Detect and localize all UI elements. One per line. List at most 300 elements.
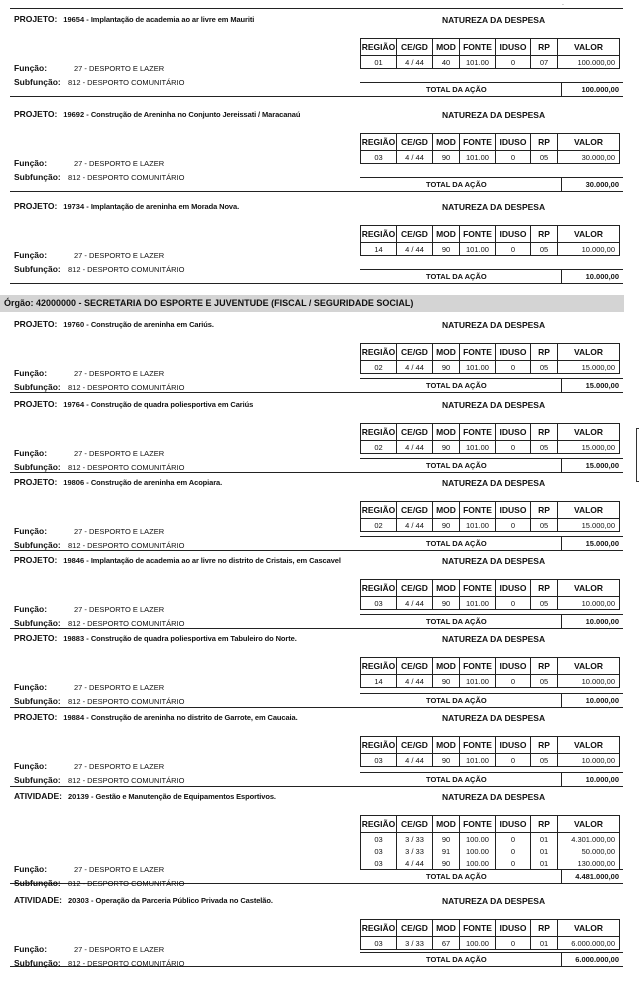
- funcao-value: 27 - DESPORTO E LAZER: [74, 251, 165, 260]
- col-header-valor: VALOR: [558, 816, 620, 833]
- natureza-header: NATUREZA DA DESPESA: [442, 556, 546, 566]
- cell-fonte: 100.00: [460, 845, 496, 857]
- col-header-cegd: CE/GD: [397, 344, 433, 361]
- page-mark: .: [562, 0, 564, 7]
- col-header-valor: VALOR: [558, 658, 620, 675]
- cell-iduso: 0: [496, 845, 531, 857]
- block-number: 19846: [63, 556, 85, 565]
- block-number: 19760: [63, 320, 85, 329]
- cell-valor: 130.000,00: [558, 857, 620, 870]
- cell-valor: 15.000,00: [558, 441, 620, 454]
- despesa-header-row: [361, 920, 620, 937]
- funcao-value: 27 - DESPORTO E LAZER: [74, 683, 165, 692]
- cell-iduso: 0: [496, 937, 531, 950]
- col-header-rp: RP: [531, 226, 558, 243]
- despesa-table: [360, 579, 620, 610]
- funcao-value: 27 - DESPORTO E LAZER: [74, 605, 165, 614]
- cell-cegd: 4 / 44: [397, 151, 433, 164]
- col-header-valor: VALOR: [558, 424, 620, 441]
- col-header-iduso: IDUSO: [496, 39, 531, 56]
- natureza-header: NATUREZA DA DESPESA: [442, 896, 546, 906]
- col-header-iduso: IDUSO: [496, 737, 531, 754]
- despesa-row: [361, 361, 620, 374]
- block-kind: PROJETO:: [14, 399, 58, 409]
- col-header-valor: VALOR: [558, 920, 620, 937]
- col-header-regiao: REGIÃO: [361, 134, 397, 151]
- despesa-table: [360, 736, 620, 767]
- subfuncao-value: 812 - DESPORTO COMUNITÁRIO: [68, 265, 185, 274]
- cell-iduso: 0: [496, 151, 531, 164]
- subfuncao-label: Subfunção:: [14, 540, 61, 550]
- despesa-row: [361, 151, 620, 164]
- block-dash: -: [88, 896, 96, 905]
- budget-block: [10, 394, 623, 473]
- block-kind: PROJETO:: [14, 555, 58, 565]
- cell-mod: 91: [433, 845, 460, 857]
- subfuncao-label: Subfunção:: [14, 958, 61, 968]
- block-title: [14, 633, 297, 643]
- despesa-row: [361, 597, 620, 610]
- block-description: Gestão e Manutenção de Equipamentos Esportivos.: [95, 792, 276, 801]
- total-label: TOTAL DA AÇÃO: [426, 872, 487, 881]
- cell-regiao: 03: [361, 151, 397, 164]
- col-header-mod: MOD: [433, 344, 460, 361]
- funcao-value: 27 - DESPORTO E LAZER: [74, 64, 165, 73]
- funcao-label: Função:: [14, 944, 48, 954]
- cell-regiao: 02: [361, 441, 397, 454]
- cell-rp: 01: [531, 857, 558, 870]
- cell-cegd: 4 / 44: [397, 56, 433, 69]
- col-header-rp: RP: [531, 816, 558, 833]
- natureza-header: NATUREZA DA DESPESA: [442, 792, 546, 802]
- cell-regiao: 14: [361, 675, 397, 688]
- col-header-iduso: IDUSO: [496, 580, 531, 597]
- despesa-table: [360, 501, 620, 532]
- funcao-value: 27 - DESPORTO E LAZER: [74, 945, 165, 954]
- funcao-label: Função:: [14, 63, 48, 73]
- subfuncao-label: Subfunção:: [14, 696, 61, 706]
- despesa-header-row: [361, 816, 620, 833]
- block-dash: -: [84, 556, 91, 565]
- despesa-header-row: [361, 737, 620, 754]
- natureza-header: NATUREZA DA DESPESA: [442, 202, 546, 212]
- cell-rp: 05: [531, 361, 558, 374]
- col-header-cegd: CE/GD: [397, 502, 433, 519]
- block-kind: PROJETO:: [14, 319, 58, 329]
- total-value: 100.000,00: [561, 83, 623, 96]
- block-kind: PROJETO:: [14, 201, 58, 211]
- block-title: [14, 201, 239, 211]
- col-header-fonte: FONTE: [460, 134, 496, 151]
- total-row: [360, 82, 623, 96]
- block-kind: PROJETO:: [14, 109, 58, 119]
- block-number: 19806: [63, 478, 85, 487]
- col-header-fonte: FONTE: [460, 658, 496, 675]
- subfuncao-value: 812 - DESPORTO COMUNITÁRIO: [68, 619, 185, 628]
- total-value: 10.000,00: [561, 773, 623, 786]
- col-header-valor: VALOR: [558, 134, 620, 151]
- cell-cegd: 4 / 44: [397, 597, 433, 610]
- total-row: [360, 772, 623, 786]
- cell-mod: 67: [433, 937, 460, 950]
- cell-valor: 10.000,00: [558, 243, 620, 256]
- col-header-cegd: CE/GD: [397, 920, 433, 937]
- total-label: TOTAL DA AÇÃO: [426, 955, 487, 964]
- col-header-fonte: FONTE: [460, 226, 496, 243]
- subfuncao-label: Subfunção:: [14, 77, 61, 87]
- budget-block: [10, 9, 623, 97]
- cell-cegd: 3 / 33: [397, 833, 433, 846]
- cell-rp: 07: [531, 56, 558, 69]
- col-header-iduso: IDUSO: [496, 344, 531, 361]
- despesa-table: [360, 133, 620, 164]
- despesa-header-row: [361, 39, 620, 56]
- total-label: TOTAL DA AÇÃO: [426, 180, 487, 189]
- block-number: 19764: [63, 400, 85, 409]
- col-header-valor: VALOR: [558, 226, 620, 243]
- despesa-table: [360, 343, 620, 374]
- total-value: 10.000,00: [561, 694, 623, 707]
- despesa-row: [361, 56, 620, 69]
- funcao-label: Função:: [14, 604, 48, 614]
- total-value: 30.000,00: [561, 178, 623, 191]
- despesa-table: [360, 38, 620, 69]
- col-header-fonte: FONTE: [460, 39, 496, 56]
- subfuncao-value: 812 - DESPORTO COMUNITÁRIO: [68, 541, 185, 550]
- col-header-iduso: IDUSO: [496, 920, 531, 937]
- total-label: TOTAL DA AÇÃO: [426, 539, 487, 548]
- despesa-header-row: [361, 580, 620, 597]
- cell-valor: 10.000,00: [558, 597, 620, 610]
- col-header-mod: MOD: [433, 737, 460, 754]
- despesa-row: [361, 519, 620, 532]
- col-header-mod: MOD: [433, 816, 460, 833]
- natureza-header: NATUREZA DA DESPESA: [442, 634, 546, 644]
- funcao-value: 27 - DESPORTO E LAZER: [74, 369, 165, 378]
- funcao-label: Função:: [14, 864, 48, 874]
- col-header-rp: RP: [531, 502, 558, 519]
- col-header-rp: RP: [531, 134, 558, 151]
- col-header-cegd: CE/GD: [397, 226, 433, 243]
- funcao-label: Função:: [14, 448, 48, 458]
- cell-iduso: 0: [496, 857, 531, 870]
- subfuncao-value: 812 - DESPORTO COMUNITÁRIO: [68, 959, 185, 968]
- cell-cegd: 3 / 33: [397, 845, 433, 857]
- cell-rp: 01: [531, 937, 558, 950]
- col-header-cegd: CE/GD: [397, 658, 433, 675]
- block-description: Implantação de academia ao ar livre no distrito de Cristais, em Cascavel: [90, 556, 341, 565]
- cell-iduso: 0: [496, 833, 531, 846]
- cell-iduso: 0: [496, 56, 531, 69]
- natureza-header: NATUREZA DA DESPESA: [442, 478, 546, 488]
- despesa-row: [361, 845, 620, 857]
- col-header-rp: RP: [531, 580, 558, 597]
- block-description: Construção de quadra poliesportiva em Cariús: [90, 400, 254, 409]
- cell-fonte: 101.00: [460, 754, 496, 767]
- funcao-label: Função:: [14, 761, 48, 771]
- total-row: [360, 693, 623, 707]
- cell-regiao: 02: [361, 519, 397, 532]
- cell-rp: 05: [531, 441, 558, 454]
- block-dash: -: [84, 110, 91, 119]
- natureza-header: NATUREZA DA DESPESA: [442, 713, 546, 723]
- natureza-header: NATUREZA DA DESPESA: [442, 400, 546, 410]
- total-row: [360, 458, 623, 472]
- total-row: [360, 536, 623, 550]
- cell-iduso: 0: [496, 243, 531, 256]
- cell-fonte: 100.00: [460, 857, 496, 870]
- despesa-row: [361, 937, 620, 950]
- cell-regiao: 03: [361, 845, 397, 857]
- total-value: 4.481.000,00: [561, 870, 623, 883]
- block-description: Operação da Parceria Público Privada no Castelão.: [95, 896, 273, 905]
- cell-rp: 05: [531, 754, 558, 767]
- cell-mod: 40: [433, 56, 460, 69]
- cell-fonte: 100.00: [460, 833, 496, 846]
- cell-regiao: 03: [361, 833, 397, 846]
- col-header-cegd: CE/GD: [397, 39, 433, 56]
- budget-block: [10, 196, 623, 284]
- budget-block: [10, 104, 623, 192]
- cell-iduso: 0: [496, 441, 531, 454]
- col-header-cegd: CE/GD: [397, 816, 433, 833]
- cell-cegd: 4 / 44: [397, 675, 433, 688]
- despesa-table: [360, 815, 620, 870]
- block-number: 19884: [63, 713, 85, 722]
- col-header-regiao: REGIÃO: [361, 920, 397, 937]
- cell-regiao: 14: [361, 243, 397, 256]
- natureza-header: NATUREZA DA DESPESA: [442, 110, 546, 120]
- block-dash: -: [84, 478, 91, 487]
- col-header-rp: RP: [531, 424, 558, 441]
- col-header-mod: MOD: [433, 658, 460, 675]
- col-header-valor: VALOR: [558, 344, 620, 361]
- total-row: [360, 177, 623, 191]
- despesa-table: [360, 423, 620, 454]
- col-header-rp: RP: [531, 39, 558, 56]
- total-label: TOTAL DA AÇÃO: [426, 696, 487, 705]
- cell-regiao: 01: [361, 56, 397, 69]
- cell-fonte: 101.00: [460, 441, 496, 454]
- cell-valor: 50.000,00: [558, 845, 620, 857]
- total-label: TOTAL DA AÇÃO: [426, 617, 487, 626]
- cell-valor: 10.000,00: [558, 754, 620, 767]
- funcao-value: 27 - DESPORTO E LAZER: [74, 449, 165, 458]
- despesa-row: [361, 243, 620, 256]
- col-header-mod: MOD: [433, 39, 460, 56]
- total-value: 15.000,00: [561, 459, 623, 472]
- col-header-fonte: FONTE: [460, 816, 496, 833]
- col-header-valor: VALOR: [558, 502, 620, 519]
- block-kind: PROJETO:: [14, 712, 58, 722]
- col-header-iduso: IDUSO: [496, 658, 531, 675]
- block-number: 20303: [68, 896, 89, 905]
- cell-mod: 90: [433, 361, 460, 374]
- block-kind: PROJETO:: [14, 633, 58, 643]
- cell-fonte: 101.00: [460, 675, 496, 688]
- cell-rp: 01: [531, 833, 558, 846]
- cell-fonte: 101.00: [460, 151, 496, 164]
- block-title: [14, 555, 341, 565]
- col-header-mod: MOD: [433, 134, 460, 151]
- subfuncao-value: 812 - DESPORTO COMUNITÁRIO: [68, 383, 185, 392]
- cell-rp: 05: [531, 519, 558, 532]
- block-dash: -: [84, 15, 91, 24]
- col-header-fonte: FONTE: [460, 920, 496, 937]
- cell-valor: 100.000,00: [558, 56, 620, 69]
- cell-iduso: 0: [496, 754, 531, 767]
- block-number: 20139: [68, 792, 89, 801]
- block-description: Implantação de areninha em Morada Nova.: [90, 202, 240, 211]
- cell-regiao: 03: [361, 754, 397, 767]
- cell-rp: 05: [531, 243, 558, 256]
- budget-block: [10, 707, 623, 787]
- subfuncao-label: Subfunção:: [14, 264, 61, 274]
- total-label: TOTAL DA AÇÃO: [426, 381, 487, 390]
- block-title: [14, 109, 300, 119]
- col-header-fonte: FONTE: [460, 737, 496, 754]
- col-header-fonte: FONTE: [460, 502, 496, 519]
- col-header-mod: MOD: [433, 502, 460, 519]
- funcao-label: Função:: [14, 682, 48, 692]
- subfuncao-label: Subfunção:: [14, 382, 61, 392]
- block-title: [14, 319, 214, 329]
- col-header-mod: MOD: [433, 580, 460, 597]
- block-dash: -: [84, 202, 91, 211]
- despesa-header-row: [361, 344, 620, 361]
- cell-cegd: 4 / 44: [397, 519, 433, 532]
- col-header-regiao: REGIÃO: [361, 658, 397, 675]
- col-header-cegd: CE/GD: [397, 737, 433, 754]
- col-header-fonte: FONTE: [460, 424, 496, 441]
- funcao-value: 27 - DESPORTO E LAZER: [74, 762, 165, 771]
- col-header-mod: MOD: [433, 226, 460, 243]
- funcao-label: Função:: [14, 250, 48, 260]
- col-header-regiao: REGIÃO: [361, 580, 397, 597]
- block-title: [14, 14, 254, 24]
- cell-regiao: 03: [361, 937, 397, 950]
- cell-valor: 15.000,00: [558, 361, 620, 374]
- cell-cegd: 4 / 44: [397, 361, 433, 374]
- block-kind: PROJETO:: [14, 477, 58, 487]
- budget-block: [10, 472, 623, 551]
- natureza-header: NATUREZA DA DESPESA: [442, 15, 546, 25]
- total-value: 15.000,00: [561, 379, 623, 392]
- cell-rp: 05: [531, 151, 558, 164]
- cell-fonte: 100.00: [460, 937, 496, 950]
- subfuncao-label: Subfunção:: [14, 775, 61, 785]
- block-number: 19654: [63, 15, 85, 24]
- cell-mod: 90: [433, 833, 460, 846]
- cell-mod: 90: [433, 857, 460, 870]
- cell-rp: 01: [531, 845, 558, 857]
- subfuncao-label: Subfunção:: [14, 172, 61, 182]
- subfuncao-label: Subfunção:: [14, 618, 61, 628]
- funcao-label: Função:: [14, 158, 48, 168]
- cell-fonte: 101.00: [460, 243, 496, 256]
- cell-regiao: 02: [361, 361, 397, 374]
- cell-fonte: 101.00: [460, 361, 496, 374]
- cell-mod: 90: [433, 519, 460, 532]
- col-header-regiao: REGIÃO: [361, 816, 397, 833]
- budget-block: [10, 890, 623, 967]
- subfuncao-value: 812 - DESPORTO COMUNITÁRIO: [68, 463, 185, 472]
- despesa-row: [361, 833, 620, 846]
- total-row: [360, 952, 623, 966]
- subfuncao-value: 812 - DESPORTO COMUNITÁRIO: [68, 173, 185, 182]
- col-header-rp: RP: [531, 344, 558, 361]
- despesa-table: [360, 657, 620, 688]
- block-title: [14, 895, 273, 905]
- despesa-table: [360, 919, 620, 950]
- total-row: [360, 614, 623, 628]
- total-label: TOTAL DA AÇÃO: [426, 461, 487, 470]
- cell-iduso: 0: [496, 597, 531, 610]
- funcao-value: 27 - DESPORTO E LAZER: [74, 865, 165, 874]
- total-row: [360, 869, 623, 883]
- block-dash: -: [88, 792, 96, 801]
- block-description: Construção de areninha no distrito de Garrote, em Caucaia.: [90, 713, 298, 722]
- col-header-regiao: REGIÃO: [361, 424, 397, 441]
- cell-valor: 10.000,00: [558, 675, 620, 688]
- despesa-header-row: [361, 502, 620, 519]
- cell-iduso: 0: [496, 361, 531, 374]
- block-dash: -: [84, 400, 91, 409]
- cell-mod: 90: [433, 151, 460, 164]
- block-title: [14, 477, 222, 487]
- orgao-header: Órgão: 42000000 - SECRETARIA DO ESPORTE E JUVENTUDE (FISCAL / SEGURIDADE SOCIAL): [0, 295, 624, 312]
- col-header-mod: MOD: [433, 920, 460, 937]
- cell-cegd: 4 / 44: [397, 243, 433, 256]
- budget-block: [10, 628, 623, 708]
- cell-rp: 05: [531, 675, 558, 688]
- funcao-value: 27 - DESPORTO E LAZER: [74, 527, 165, 536]
- total-label: TOTAL DA AÇÃO: [426, 775, 487, 784]
- col-header-regiao: REGIÃO: [361, 737, 397, 754]
- col-header-valor: VALOR: [558, 580, 620, 597]
- total-value: 6.000.000,00: [561, 953, 623, 966]
- despesa-header-row: [361, 424, 620, 441]
- cell-mod: 90: [433, 754, 460, 767]
- block-kind: PROJETO:: [14, 14, 58, 24]
- col-header-cegd: CE/GD: [397, 580, 433, 597]
- cell-regiao: 03: [361, 857, 397, 870]
- despesa-row: [361, 754, 620, 767]
- cell-mod: 90: [433, 243, 460, 256]
- subfuncao-label: Subfunção:: [14, 462, 61, 472]
- cell-mod: 90: [433, 597, 460, 610]
- block-description: Construção de quadra poliesportiva em Tabuleiro do Norte.: [90, 634, 297, 643]
- budget-block: [10, 550, 623, 629]
- block-number: 19734: [63, 202, 85, 211]
- cell-valor: 30.000,00: [558, 151, 620, 164]
- block-kind: ATIVIDADE:: [14, 895, 63, 905]
- total-label: TOTAL DA AÇÃO: [426, 272, 487, 281]
- cell-mod: 90: [433, 675, 460, 688]
- cell-cegd: 4 / 44: [397, 857, 433, 870]
- despesa-row: [361, 441, 620, 454]
- cell-cegd: 4 / 44: [397, 441, 433, 454]
- cell-cegd: 4 / 44: [397, 754, 433, 767]
- despesa-table: [360, 225, 620, 256]
- block-description: Implantação de academia ao ar livre em Mauriti: [90, 15, 255, 24]
- cell-valor: 4.301.000,00: [558, 833, 620, 846]
- cell-valor: 6.000.000,00: [558, 937, 620, 950]
- col-header-cegd: CE/GD: [397, 134, 433, 151]
- cell-fonte: 101.00: [460, 56, 496, 69]
- total-row: [360, 378, 623, 392]
- funcao-label: Função:: [14, 368, 48, 378]
